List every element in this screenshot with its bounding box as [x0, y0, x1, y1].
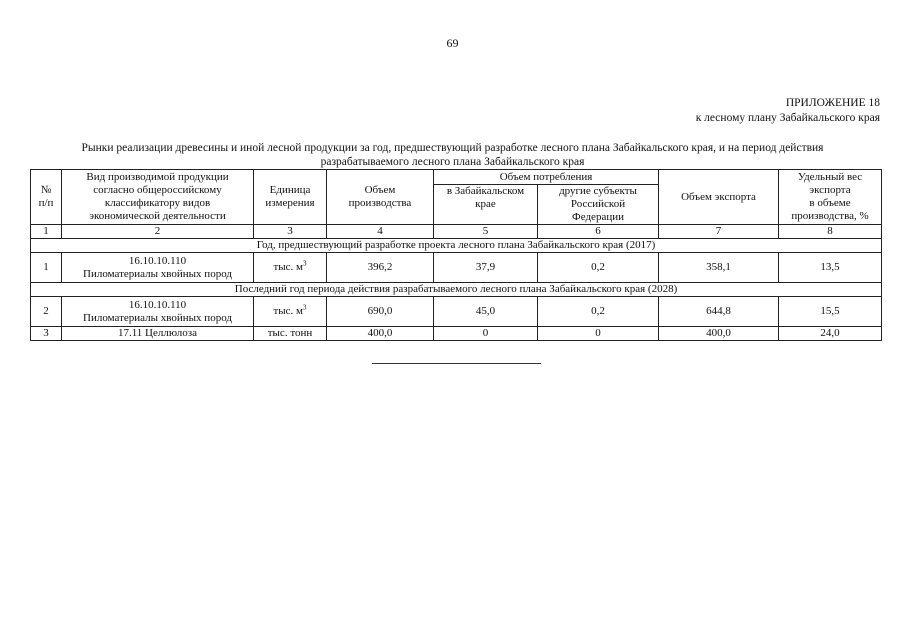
header-other-line-3: Федерации: [572, 211, 624, 223]
column-number: 7: [659, 225, 779, 239]
column-number: 4: [327, 225, 434, 239]
row-zabaikalsky: 45,0: [434, 297, 538, 327]
header-share-line-4: производства, %: [791, 210, 869, 222]
product-name: Пиломатериалы хвойных пород: [83, 267, 232, 280]
row-other-regions: 0: [538, 327, 659, 341]
row-zabaikalsky: 0: [434, 327, 538, 341]
table-title-line-2: разрабатываемого лесного плана Забайкальского края: [320, 156, 585, 168]
column-number: 3: [254, 225, 327, 239]
section-row-2028: [31, 283, 882, 297]
row-share: 24,0: [779, 327, 882, 341]
header-row-1: [31, 170, 882, 185]
table-row: [31, 297, 882, 327]
row-unit: [254, 297, 327, 327]
row-share: 13,5: [779, 253, 882, 283]
header-product-line-3: классификатору видов: [104, 197, 211, 209]
header-other-line-1: другие субъекты: [559, 185, 637, 197]
header-share-line-2: экспорта: [809, 184, 851, 196]
appendix-header: [696, 96, 880, 126]
header-unit-line-2: измерения: [265, 197, 315, 209]
section-row-2017: [31, 239, 882, 253]
table-title: [20, 141, 885, 169]
product-code: 16.10.10.110: [128, 298, 187, 311]
header-unit-line-1: Единица: [269, 184, 311, 196]
unit-text: тыс. м: [273, 305, 304, 317]
header-other-regions: [538, 185, 659, 225]
row-num: 3: [31, 327, 62, 341]
header-zabaikalsky: [434, 185, 538, 225]
row-num: 2: [31, 297, 62, 327]
product-name: Пиломатериалы хвойных пород: [83, 311, 232, 324]
table-title-line-1: Рынки реализации древесины и иной лесной продукции за год, предшествующий разработке лесного плана Забайкальского края, и на период действия: [81, 142, 824, 154]
section-title-2017: Год, предшествующий разработке проекта лесного плана Забайкальского края (2017): [31, 239, 882, 253]
row-production: 396,2: [327, 253, 434, 283]
product-code: 16.10.10.110: [128, 254, 187, 267]
header-product-line-1: Вид производимой продукции: [86, 171, 229, 183]
header-share: [779, 170, 882, 225]
row-other-regions: 0,2: [538, 297, 659, 327]
unit-superscript: 3: [303, 303, 307, 312]
row-export: 400,0: [659, 327, 779, 341]
header-share-line-3: в объеме: [809, 197, 851, 209]
column-number: 6: [538, 225, 659, 239]
column-number: 5: [434, 225, 538, 239]
row-zabaikalsky: 37,9: [434, 253, 538, 283]
row-product: 17.11 Целлюлоза: [62, 327, 254, 341]
row-product: [62, 297, 254, 327]
markets-table: [30, 169, 882, 341]
table-row: [31, 253, 882, 283]
row-production: 690,0: [327, 297, 434, 327]
header-num: [31, 170, 62, 225]
appendix-label: ПРИЛОЖЕНИЕ 18: [785, 97, 880, 109]
header-production-line-2: производства: [348, 197, 412, 209]
header-zabaikalsky-line-2: крае: [475, 198, 496, 210]
header-num-line-1: №: [40, 184, 52, 196]
row-share: 15,5: [779, 297, 882, 327]
row-num: 1: [31, 253, 62, 283]
header-zabaikalsky-line-1: в Забайкальском: [446, 185, 525, 197]
header-other-line-2: Российской: [570, 198, 626, 210]
header-num-line-2: п/п: [38, 197, 54, 209]
section-title-2028: Последний год периода действия разрабатываемого лесного плана Забайкальского края (2028): [31, 283, 882, 297]
row-other-regions: 0,2: [538, 253, 659, 283]
unit-text: тыс. м: [273, 261, 304, 273]
header-production-line-1: Объем: [364, 184, 396, 196]
header-product-line-2: согласно общероссийскому: [93, 184, 222, 196]
end-divider: [372, 363, 541, 364]
row-production: 400,0: [327, 327, 434, 341]
appendix-subtitle: к лесному плану Забайкальского края: [695, 112, 880, 124]
row-unit: тыс. тонн: [254, 327, 327, 341]
column-number: 8: [779, 225, 882, 239]
column-number: 1: [31, 225, 62, 239]
table-row: [31, 327, 882, 341]
header-export: Объем экспорта: [659, 170, 779, 225]
row-export: 358,1: [659, 253, 779, 283]
row-product: [62, 253, 254, 283]
column-number: 2: [62, 225, 254, 239]
header-consumption: Объем потребления: [434, 170, 659, 185]
column-numbers-row: [31, 225, 882, 239]
header-share-line-1: Удельный вес: [797, 171, 863, 183]
header-production: [327, 170, 434, 225]
row-export: 644,8: [659, 297, 779, 327]
row-unit: [254, 253, 327, 283]
header-product: [62, 170, 254, 225]
unit-superscript: 3: [303, 259, 307, 268]
header-unit: [254, 170, 327, 225]
page-number: 69: [446, 36, 459, 50]
header-product-line-4: экономической деятельности: [89, 210, 226, 222]
